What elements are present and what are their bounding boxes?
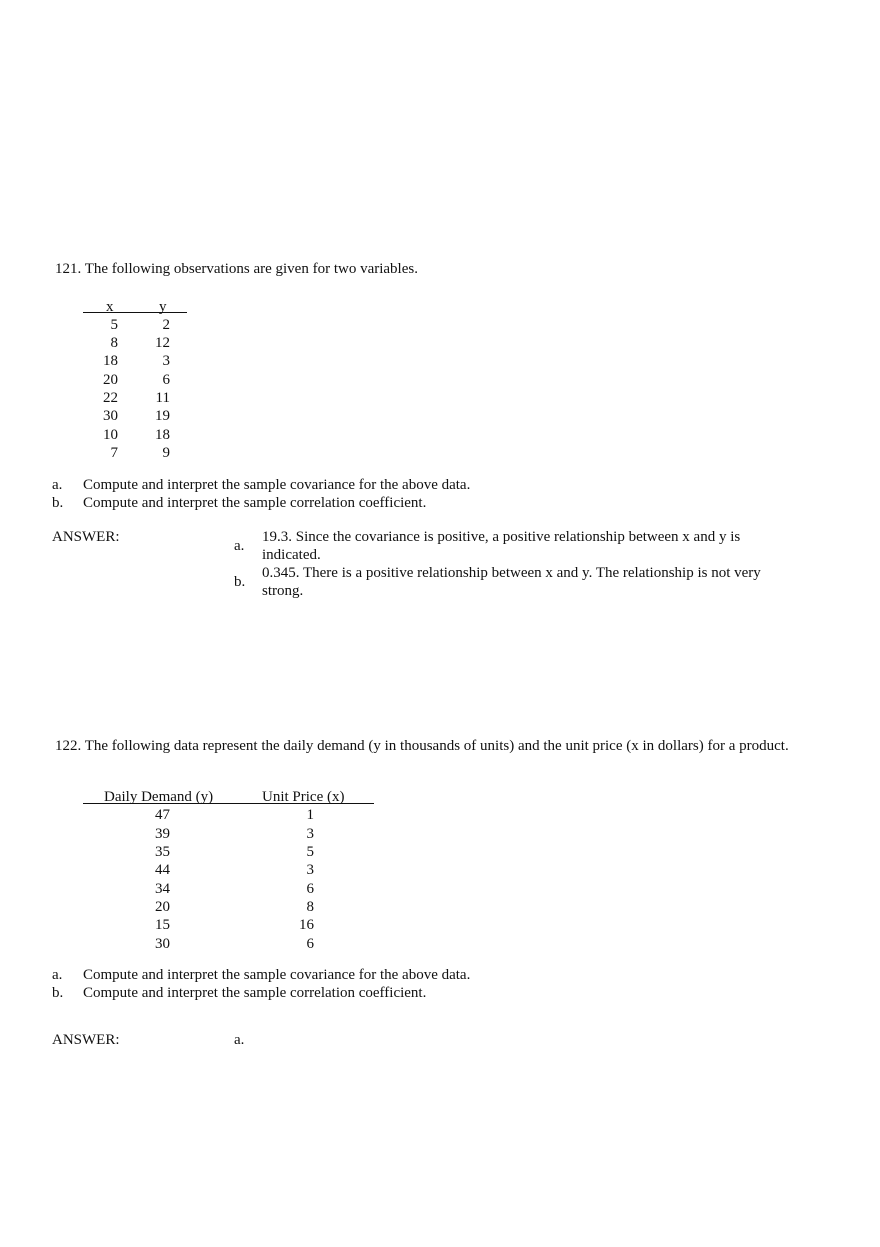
table-cell-price: 6 [306, 881, 314, 897]
table-cell-y: 9 [162, 445, 170, 461]
part-label-b: b. [52, 495, 64, 511]
table-cell-y: 18 [155, 427, 170, 443]
table-cell-demand: 35 [155, 844, 170, 860]
table-cell-x: 22 [103, 390, 118, 406]
question-122-text: 122. The following data represent the daily demand (y in thousands of units) and the unit price (x in dollars) for a product. [55, 738, 789, 754]
table-header-price: Unit Price (x) [262, 789, 345, 805]
table-header-y: y [159, 299, 167, 315]
table-header-rule [83, 312, 187, 313]
table-cell-y: 11 [155, 390, 170, 406]
part-text-b: Compute and interpret the sample correlation coefficient. [83, 985, 427, 1001]
table-cell-demand: 44 [155, 862, 170, 878]
answer-text-b-line2: strong. [262, 583, 304, 599]
table-cell-price: 3 [306, 862, 314, 878]
table-cell-demand: 15 [155, 917, 170, 933]
answer-label-a: a. [234, 538, 245, 554]
answer-text-a-line2: indicated. [262, 547, 321, 563]
table-cell-demand: 34 [155, 881, 170, 897]
table-header-demand: Daily Demand (y) [104, 789, 214, 805]
part-label-b: b. [52, 985, 64, 1001]
question-121-text: 121. The following observations are given for two variables. [55, 261, 418, 277]
table-cell-price: 3 [306, 826, 314, 842]
table-cell-demand: 20 [155, 899, 170, 915]
answer-label: ANSWER: [52, 529, 120, 545]
table-cell-y: 3 [162, 353, 170, 369]
part-label-a: a. [52, 477, 63, 493]
table-cell-price: 1 [306, 807, 314, 823]
table-header-x: x [106, 299, 114, 315]
answer-label: ANSWER: [52, 1032, 120, 1048]
answer-text-b-line1: 0.345. There is a positive relationship between x and y. The relationship is not very [262, 565, 761, 581]
table-cell-y: 2 [162, 317, 170, 333]
table-header-rule [83, 803, 374, 804]
table-cell-demand: 39 [155, 826, 170, 842]
table-cell-x: 8 [110, 335, 118, 351]
table-cell-demand: 30 [155, 936, 170, 952]
answer-text-a-line1: 19.3. Since the covariance is positive, a positive relationship between x and y is [262, 529, 741, 545]
table-cell-price: 16 [299, 917, 314, 933]
table-cell-price: 6 [306, 936, 314, 952]
table-cell-price: 5 [306, 844, 314, 860]
table-cell-x: 5 [110, 317, 118, 333]
part-text-a: Compute and interpret the sample covariance for the above data. [83, 477, 471, 493]
table-cell-x: 20 [103, 372, 118, 388]
table-cell-y: 19 [155, 408, 170, 424]
table-cell-y: 6 [162, 372, 170, 388]
table-cell-price: 8 [306, 899, 314, 915]
table-cell-x: 7 [110, 445, 118, 461]
table-cell-x: 18 [103, 353, 118, 369]
table-cell-x: 30 [103, 408, 118, 424]
answer-label-b: b. [234, 574, 246, 590]
part-text-a: Compute and interpret the sample covariance for the above data. [83, 967, 471, 983]
table-cell-y: 12 [155, 335, 170, 351]
answer-label-a: a. [234, 1032, 245, 1048]
part-label-a: a. [52, 967, 63, 983]
table-cell-demand: 47 [155, 807, 170, 823]
part-text-b: Compute and interpret the sample correlation coefficient. [83, 495, 427, 511]
table-cell-x: 10 [103, 427, 118, 443]
